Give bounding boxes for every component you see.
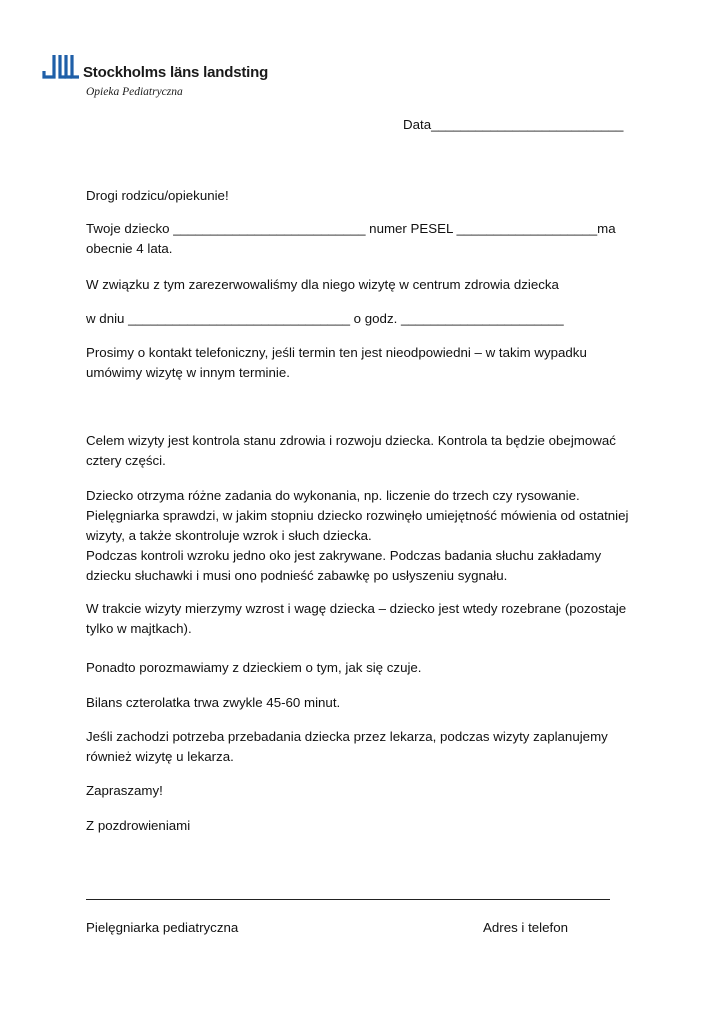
nurse-label: Pielęgniarka pediatryczna: [86, 920, 239, 935]
org-name: Stockholms läns landsting: [83, 64, 269, 81]
regards-text: Z pozdrowieniami: [86, 818, 191, 833]
duration-paragraph: Bilans czterolatka trwa zwykle 45-60 minut.: [86, 695, 341, 710]
date-field: Data__________________________: [403, 117, 624, 132]
doctor-paragraph: Jeśli zachodzi potrzeba przebadania dziecka przez lekarza, podczas wizyty zaplanujemy również wizytę u lekarza.: [86, 729, 608, 764]
sll-logo-icon: [42, 53, 80, 81]
appointment-date-line: w dniu ______________________________ o godz. ______________________: [86, 311, 564, 326]
talk-paragraph: Ponadto porozmawiamy z dzieckiem o tym, jak się czuje.: [86, 660, 422, 675]
tests-paragraph: Podczas kontroli wzroku jedno oko jest zakrywane. Podczas badania słuchu zakładamy dziecku słuchawki i musi ono podnieść zabawkę po usłyszeniu sygnału.: [86, 548, 602, 583]
greeting: Drogi rodzicu/opiekunie!: [86, 188, 229, 203]
contact-paragraph: Prosimy o kontakt telefoniczny, jeśli termin ten jest nieodpowiedni – w takim wypadku umówimy wizytę w innym terminie.: [86, 345, 587, 380]
purpose-paragraph: Celem wizyty jest kontrola stanu zdrowia i rozwoju dziecka. Kontrola ta będzie obejmować cztery części.: [86, 433, 616, 468]
subtitle: Opieka Pediatryczna: [86, 86, 183, 98]
signature-line: [86, 899, 610, 900]
reservation-text: W związku z tym zarezerwowaliśmy dla niego wizytę w centrum zdrowia dziecka: [86, 277, 559, 292]
address-label: Adres i telefon: [483, 920, 569, 935]
child-age-line: obecnie 4 lata.: [86, 241, 173, 256]
invite-text: Zapraszamy!: [86, 783, 163, 798]
measure-paragraph: W trakcie wizyty mierzymy wzrost i wagę dziecka – dziecko jest wtedy rozebrane (pozostaje tylko w majtkach).: [86, 601, 627, 636]
child-line: Twoje dziecko __________________________ numer PESEL ___________________ma: [86, 221, 616, 236]
tasks-paragraph: Dziecko otrzyma różne zadania do wykonania, np. liczenie do trzech czy rysowanie. Pielęgniarka sprawdzi, w jakim stopniu dziecko rozwinęło umiejętność mówienia od ostatniej wizyty, a także skontroluje wzrok i słuch dziecka.: [86, 488, 629, 543]
